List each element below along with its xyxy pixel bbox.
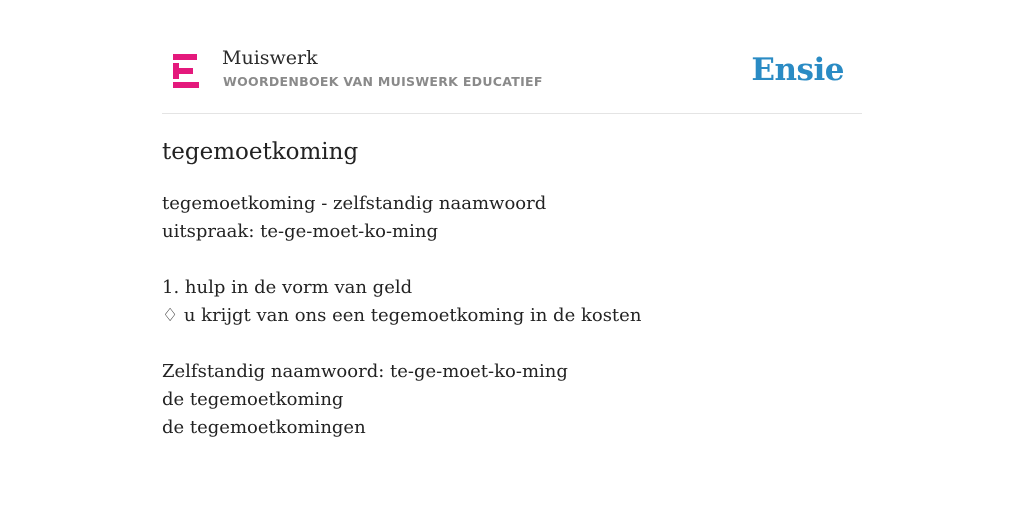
definition-line-grammar: Zelfstandig naamwoord: te-ge-moet-ko-ming: [162, 361, 568, 382]
definition-line-singular: de tegemoetkoming: [162, 389, 344, 410]
term-title: tegemoetkoming: [162, 139, 359, 165]
definition-line-meaning: 1. hulp in de vorm van geld: [162, 277, 413, 298]
muiswerk-logo-icon[interactable]: [173, 54, 201, 88]
definition-line-pronunciation: uitspraak: te-ge-moet-ko-ming: [162, 221, 438, 242]
definition-line-plural: de tegemoetkomingen: [162, 417, 366, 438]
ensie-logo[interactable]: Ensie: [751, 52, 844, 88]
definition-line-spacer: [162, 246, 862, 274]
brand-subtitle: WOORDENBOEK VAN MUISWERK EDUCATIEF: [223, 74, 543, 89]
definition-line-spacer: [162, 330, 862, 358]
definition-line-headword: tegemoetkoming - zelfstandig naamwoord: [162, 193, 547, 214]
site-header: [162, 0, 862, 114]
brand-name[interactable]: Muiswerk: [222, 47, 318, 69]
definition-line-example: ♢ u krijgt van ons een tegemoetkoming in de kosten: [162, 305, 642, 326]
definition-body: [162, 190, 862, 442]
